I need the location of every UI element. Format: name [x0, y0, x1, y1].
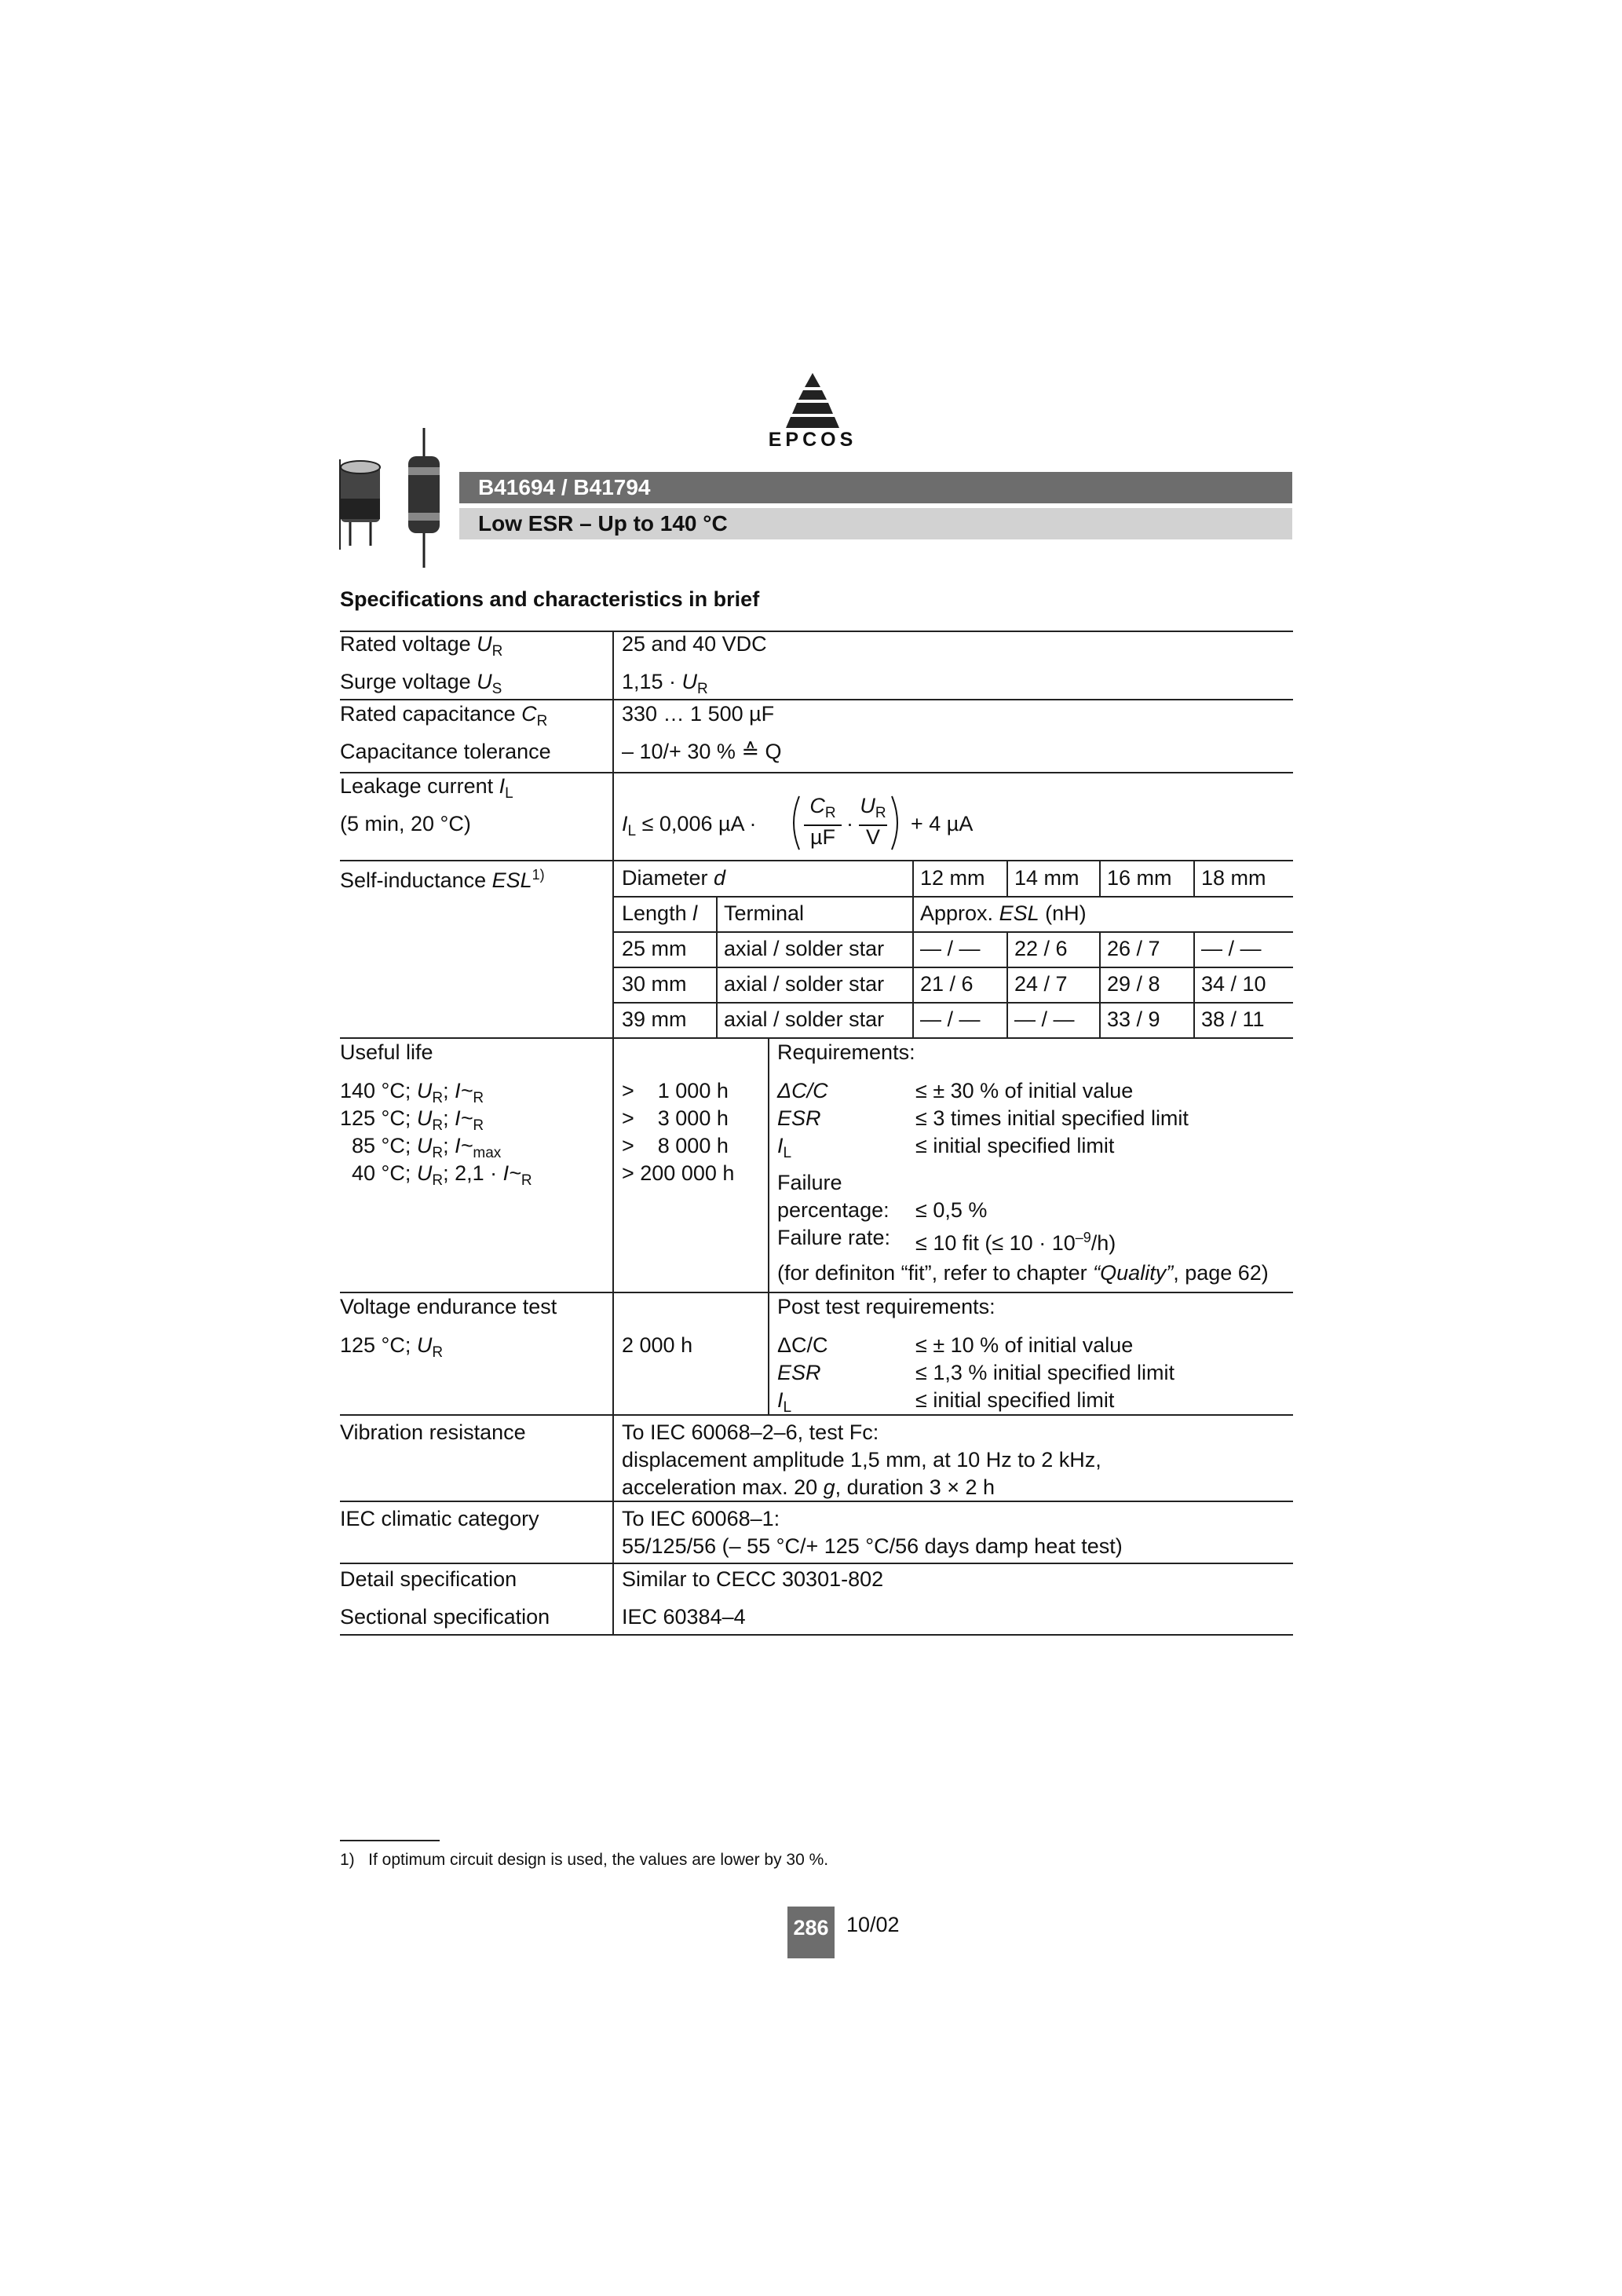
fraction-2: $U_R$ V [860, 794, 886, 849]
fit-note: (for definiton “fit”, refer to chapter “Quality”, page 62) [777, 1261, 1269, 1285]
table-rule [1006, 860, 1008, 896]
requirement-param: $I_L$ [777, 1134, 792, 1161]
table-rule [716, 896, 718, 1037]
surge-voltage-label: Surge voltage $U_S$ [340, 670, 502, 697]
fraction-1: $C_R$ µF [804, 795, 842, 848]
esl-row-terminal: axial / solder star [724, 972, 885, 996]
formula-dot: · [846, 812, 853, 835]
esl-diameter-16: 16 mm [1107, 866, 1172, 890]
vibration-line: To IEC 60068–2–6, test Fc: [622, 1420, 879, 1444]
surge-voltage-value: $1,15 \cdot U_R$ [622, 670, 708, 697]
table-rule [612, 896, 1293, 898]
esl-row-value: — / — [920, 1007, 981, 1031]
failure-percentage-value: ≤ 0,5 % [915, 1198, 988, 1222]
capacitance-tolerance-label: Capacitance tolerance [340, 740, 551, 763]
requirements-title: Requirements: [777, 1040, 915, 1064]
esl-row-value: 38 / 11 [1201, 1007, 1265, 1031]
esl-row-value: 34 / 10 [1201, 972, 1266, 996]
climatic-line: To IEC 60068–1: [622, 1507, 780, 1530]
leakage-formula-tail: + 4 µA [911, 812, 974, 835]
table-rule [340, 1501, 1293, 1502]
product-subtitle: Low ESR – Up to 140 °C [459, 508, 1292, 539]
esl-row-value: 21 / 6 [920, 972, 974, 996]
table-rule [340, 1563, 1293, 1564]
esl-row-value: 22 / 6 [1014, 937, 1068, 960]
esl-terminal-header: Terminal [724, 901, 805, 925]
table-rule [612, 967, 1293, 968]
failure-rate-value: ≤ 10 fit (≤ $10 \cdot 10^{-9}/h$) [915, 1230, 1116, 1255]
rated-capacitance-label: Rated capacitance $C_R$ [340, 702, 548, 729]
leakage-current-label: Leakage current $I_L$ [340, 774, 513, 802]
esl-row-length: 25 mm [622, 937, 687, 960]
leakage-formula-lhs: $I_L \le 0,006$ µA · [622, 812, 757, 839]
table-rule [340, 860, 1293, 861]
rated-voltage-label: Rated voltage $U_R$ [340, 632, 503, 660]
voltage-endurance-hours: 2 000 h [622, 1333, 693, 1357]
esl-row-value: — / — [1014, 1007, 1075, 1031]
rated-capacitance-value: 330 … 1 500 µF [622, 702, 775, 726]
vibration-label: Vibration resistance [340, 1420, 526, 1444]
brand-name: EPCOS [768, 429, 857, 451]
requirement-value: ≤ 3 times initial specified limit [915, 1106, 1189, 1130]
vibration-line: displacement amplitude 1,5 mm, at 10 Hz to 2 kHz, [622, 1448, 1101, 1472]
capacitor-image-icon [334, 428, 444, 569]
vibration-line: acceleration max. 20 g, duration 3 × 2 h [622, 1475, 995, 1499]
useful-life-condition: 40 °C; $U_R$; $2,1 \cdot I\sim_R$ [352, 1161, 532, 1189]
table-rule [612, 1002, 1293, 1004]
table-rule [768, 1037, 769, 1414]
table-rule [340, 1292, 1293, 1293]
table-rule [1193, 931, 1195, 1037]
esl-diameter-18: 18 mm [1201, 866, 1266, 890]
esl-row-value: 24 / 7 [1014, 972, 1068, 996]
table-rule [340, 1037, 1293, 1039]
capacitance-tolerance-value: – 10/+ 30 % ≙ Q [622, 740, 782, 763]
rated-voltage-value: 25 and 40 VDC [622, 632, 767, 656]
table-rule [1193, 860, 1195, 896]
esl-row-length: 30 mm [622, 972, 687, 996]
esl-row-length: 39 mm [622, 1007, 687, 1031]
footnote: 1) If optimum circuit design is used, the values are lower by 30 %. [340, 1851, 829, 1869]
requirement-param: ESR [777, 1361, 821, 1384]
voltage-endurance-label: Voltage endurance test [340, 1295, 557, 1318]
useful-life-condition: 85 °C; $U_R$; $I\sim_{max}$ [352, 1134, 502, 1161]
product-title: B41694 / B41794 [459, 472, 1292, 503]
leakage-condition: (5 min, 20 °C) [340, 812, 471, 835]
section-title: Specifications and characteristics in brief [340, 587, 760, 611]
esl-length-header: Length l [622, 901, 698, 925]
esl-row-terminal: axial / solder star [724, 937, 885, 960]
right-paren-icon [889, 795, 904, 851]
esl-row-value: — / — [1201, 937, 1262, 960]
requirement-param: ΔC/C [777, 1079, 828, 1102]
requirement-param: ΔC/C [777, 1333, 828, 1357]
useful-life-condition: 125 °C; $U_R$; $I\sim_R$ [340, 1106, 484, 1134]
sectional-spec-value: IEC 60384–4 [622, 1605, 746, 1629]
requirement-param: ESR [777, 1106, 821, 1130]
table-rule [612, 631, 614, 1634]
failure-percentage-label: percentage: [777, 1198, 890, 1222]
useful-life-label: Useful life [340, 1040, 433, 1064]
requirement-value: ≤ ± 30 % of initial value [915, 1079, 1134, 1102]
detail-spec-label: Detail specification [340, 1567, 517, 1591]
esl-row-terminal: axial / solder star [724, 1007, 885, 1031]
table-rule [1099, 931, 1101, 1037]
climatic-label: IEC climatic category [340, 1507, 539, 1530]
esl-label: Self-inductance ESL$^{1)}$ [340, 867, 545, 892]
failure-rate-label: Failure rate: [777, 1226, 891, 1249]
sectional-spec-label: Sectional specification [340, 1605, 550, 1629]
esl-diameter-header: Diameter d [622, 866, 726, 890]
left-paren-icon [787, 795, 802, 851]
table-rule [1099, 860, 1101, 896]
page-number: 286 [787, 1907, 835, 1958]
table-rule [1006, 931, 1008, 1037]
esl-row-value: — / — [920, 937, 981, 960]
requirement-value: ≤ initial specified limit [915, 1388, 1115, 1412]
useful-life-condition: 140 °C; $U_R$; $I\sim_R$ [340, 1079, 484, 1106]
useful-life-hours: > 3 000 h [622, 1106, 729, 1130]
esl-row-value: 33 / 9 [1107, 1007, 1160, 1031]
esl-approx-header: Approx. ESL (nH) [920, 901, 1087, 925]
esl-row-value: 26 / 7 [1107, 937, 1160, 960]
table-rule [340, 1414, 1293, 1416]
footnote-rule [340, 1840, 440, 1841]
requirement-param: $I_L$ [777, 1388, 792, 1416]
requirement-value: ≤ initial specified limit [915, 1134, 1115, 1157]
requirement-value: ≤ ± 10 % of initial value [915, 1333, 1134, 1357]
useful-life-hours: > 200 000 h [622, 1161, 735, 1185]
table-rule [912, 860, 914, 1037]
page-date: 10/02 [846, 1913, 900, 1936]
detail-spec-value: Similar to CECC 30301-802 [622, 1567, 884, 1591]
climatic-line: 55/125/56 (– 55 °C/+ 125 °C/56 days damp heat test) [622, 1534, 1123, 1558]
useful-life-hours: > 8 000 h [622, 1134, 729, 1157]
esl-row-value: 29 / 8 [1107, 972, 1160, 996]
post-test-title: Post test requirements: [777, 1295, 995, 1318]
table-rule [340, 1634, 1293, 1636]
esl-diameter-12: 12 mm [920, 866, 985, 890]
requirement-value: ≤ 1,3 % initial specified limit [915, 1361, 1174, 1384]
table-rule [612, 931, 1293, 933]
failure-label: Failure [777, 1171, 842, 1194]
voltage-endurance-condition: 125 °C; $U_R$ [340, 1333, 444, 1361]
esl-diameter-14: 14 mm [1014, 866, 1080, 890]
useful-life-hours: > 1 000 h [622, 1079, 729, 1102]
